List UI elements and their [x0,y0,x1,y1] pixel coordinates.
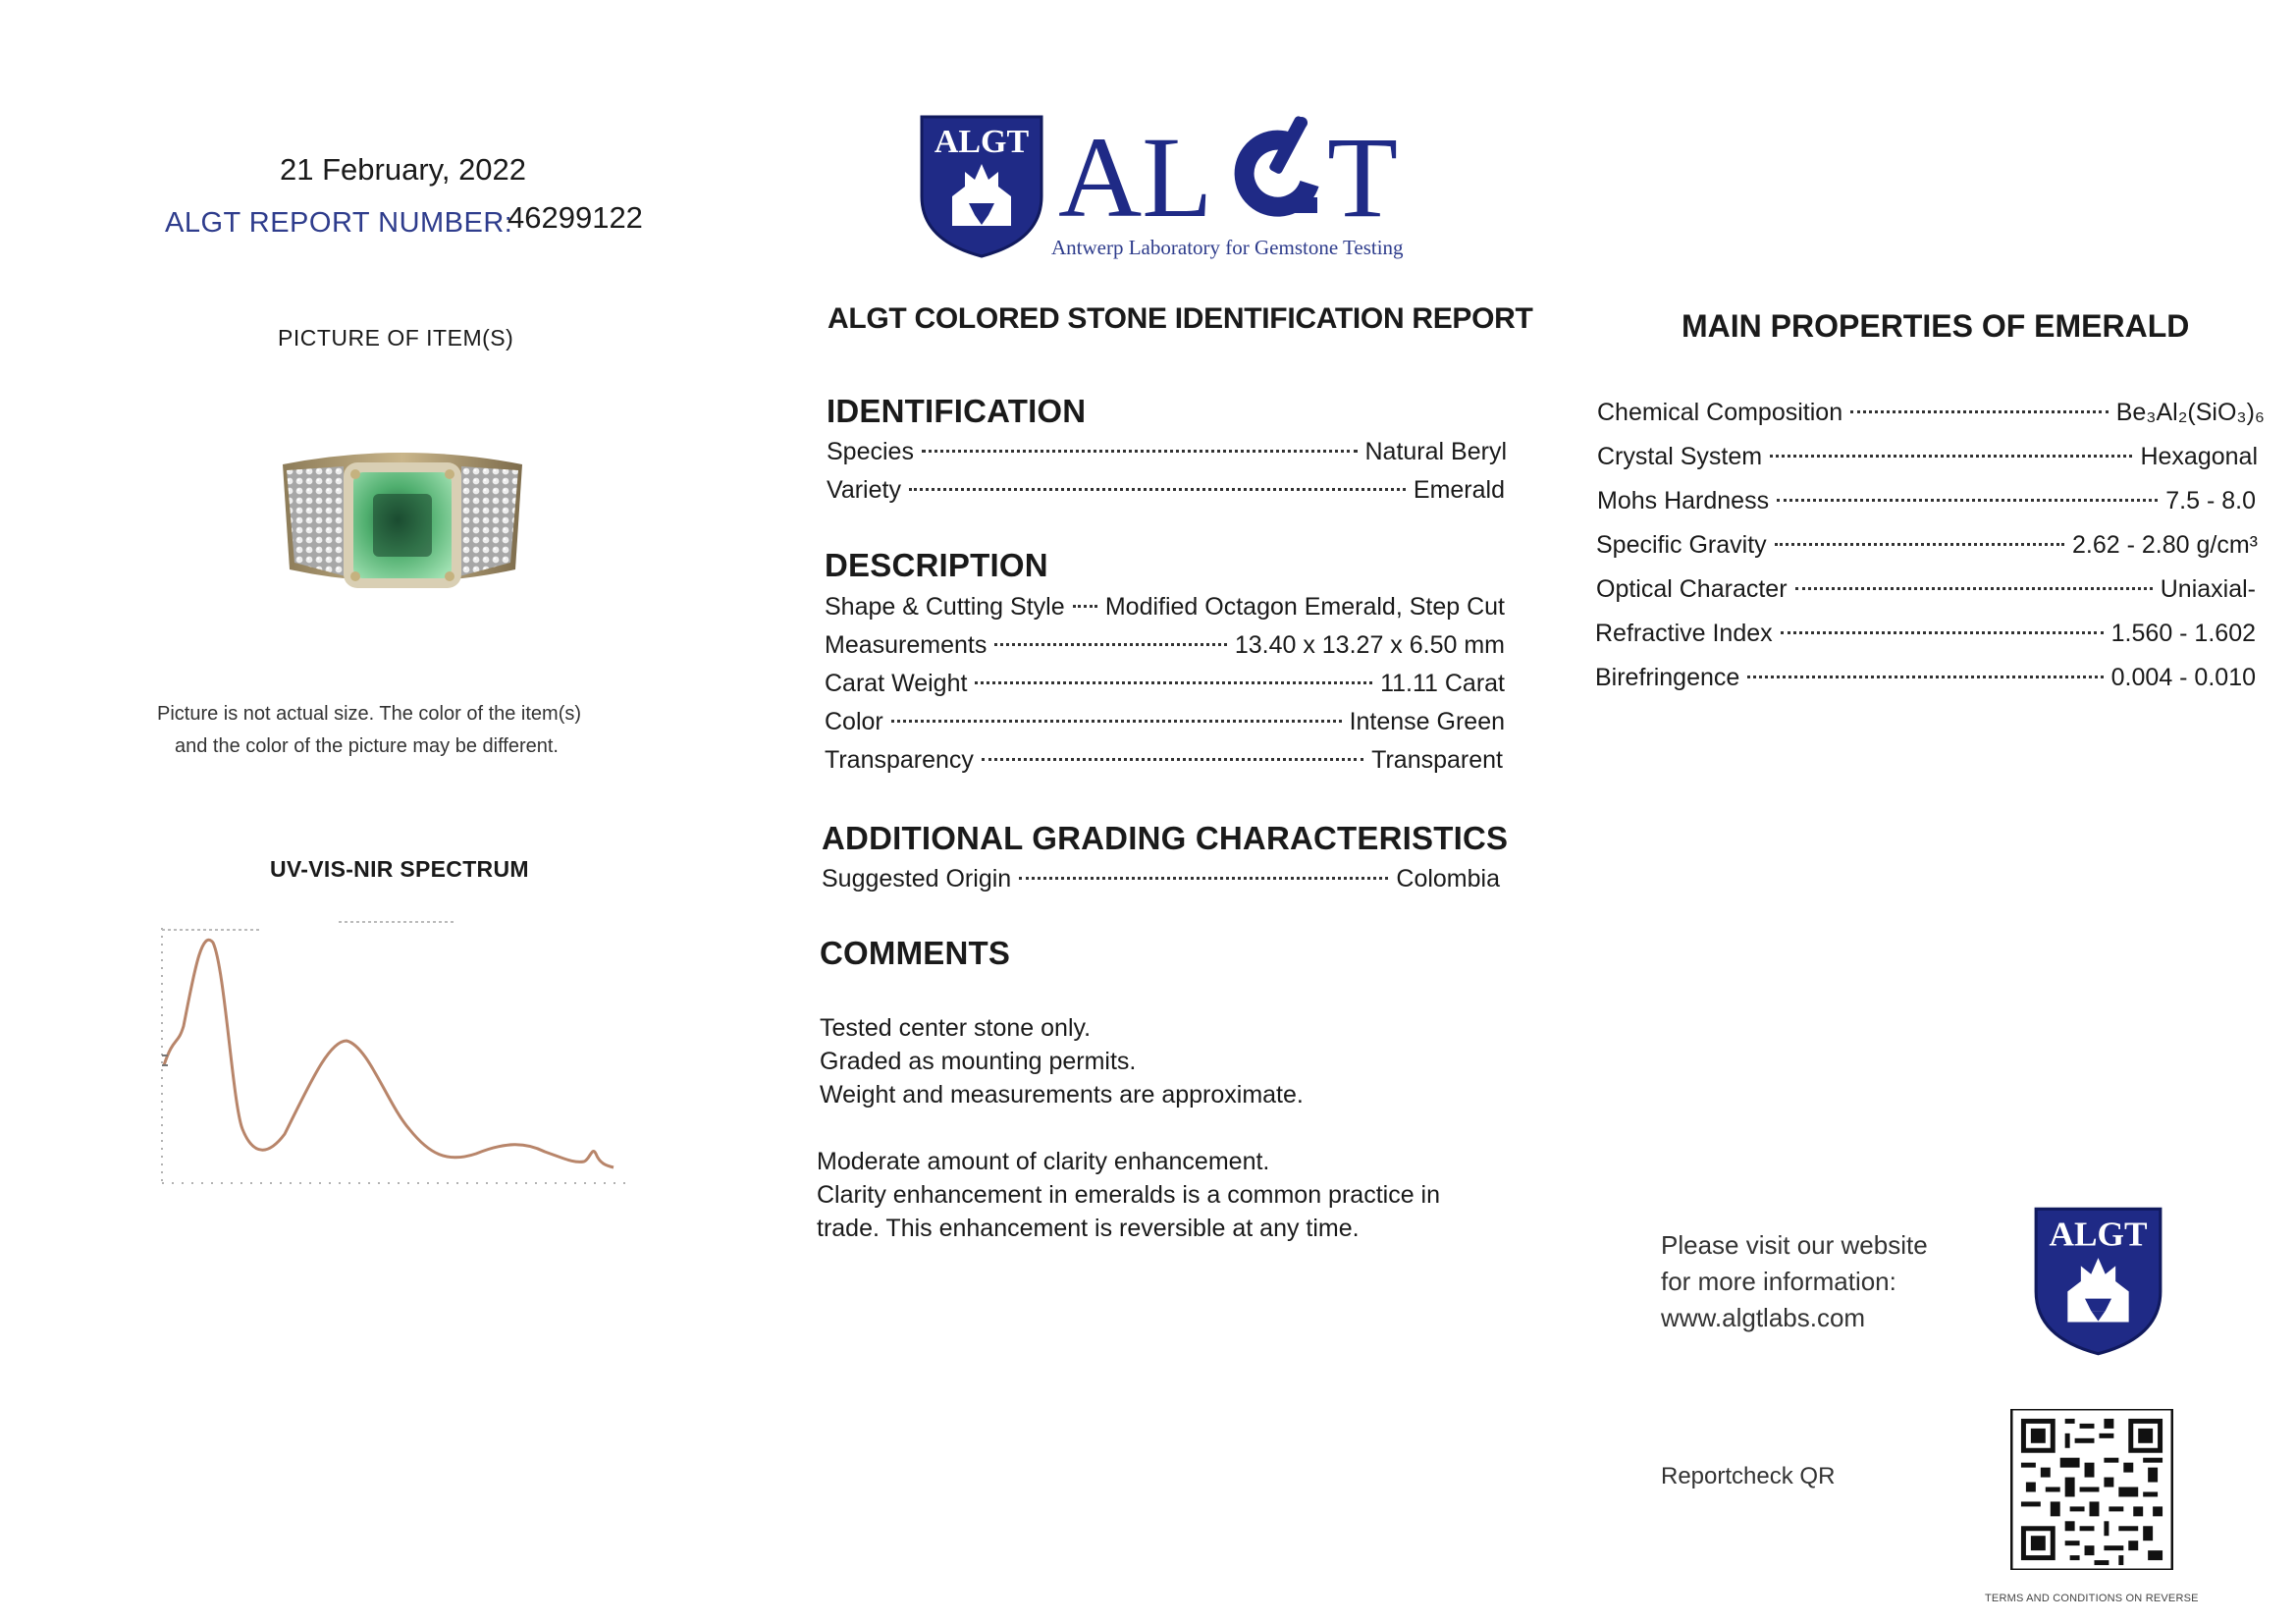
properties-row-composition [1597,399,2265,427]
row-label: Species [827,438,914,465]
spectrum-plot [152,918,643,1203]
row-label: Variety [827,476,901,504]
row-value: Natural Beryl [1364,438,1507,465]
row-value: Emerald [1413,476,1505,504]
qr-label: Reportcheck QR [1661,1463,1836,1489]
properties-row-birefringence [1595,664,2256,692]
row-value: 11.11 Carat [1380,670,1505,697]
row-label: Birefringence [1595,664,1740,691]
row-value: 13.40 x 13.27 x 6.50 mm [1234,631,1505,659]
comments-block-b [817,1145,1440,1245]
row-value: Hexagonal [2140,443,2258,470]
row-label: Chemical Composition [1597,399,1843,426]
picture-note-line-1: Picture is not actual size. The color of the item(s) [157,703,582,725]
row-label: Color [825,708,883,735]
row-value: Intense Green [1349,708,1505,735]
description-row-measurements [825,631,1505,660]
properties-row-crystal [1597,443,2258,471]
algt-shield-icon [918,113,1045,260]
spectrum-title: UV-VIS-NIR SPECTRUM [270,856,529,882]
description-row-shape [825,593,1505,622]
comment-line: Weight and measurements are approximate. [820,1081,1304,1109]
report-title: ALGT COLORED STONE IDENTIFICATION REPORT [828,302,1533,335]
logo-tagline: Antwerp Laboratory for Gemstone Testing [1051,236,1404,259]
picture-note-line-2: and the color of the picture may be different. [175,735,559,757]
visit-line-2: for more information: [1661,1267,1896,1296]
row-label: Optical Character [1596,575,1788,603]
additional-title: ADDITIONAL GRADING CHARACTERISTICS [822,820,1509,856]
row-value: 2.62 - 2.80 g/cm³ [2072,531,2258,559]
row-label: Transparency [825,746,974,774]
identification-row-variety [827,476,1505,505]
row-label: Mohs Hardness [1597,487,1770,514]
website-info [1661,1227,1928,1336]
row-label: Suggested Origin [822,865,1012,893]
qr-code-icon[interactable] [2010,1409,2173,1570]
comment-line: Clarity enhancement in emeralds is a common practice in [817,1181,1440,1209]
comments-block-a [820,1011,1304,1111]
comment-line: Tested center stone only. [820,1014,1092,1042]
identification-title: IDENTIFICATION [827,393,1087,429]
picture-title: PICTURE OF ITEM(S) [278,325,514,351]
description-row-color [825,708,1505,736]
row-value: 0.004 - 0.010 [2110,664,2256,691]
ring-photo [275,447,530,604]
terms-note: TERMS AND CONDITIONS ON REVERSE [1985,1593,2199,1604]
report-date: 21 February, 2022 [280,152,527,187]
row-label: Shape & Cutting Style [825,593,1065,621]
svg-text:ALGT: ALGT [934,124,1030,160]
visit-line-1: Please visit our website [1661,1230,1928,1260]
report-number-label: ALGT REPORT NUMBER: [165,207,513,239]
row-value: Transparent [1371,746,1503,774]
row-label: Carat Weight [825,670,968,697]
row-label: Crystal System [1597,443,1763,470]
row-label: Refractive Index [1595,620,1773,647]
properties-row-refractive [1595,620,2256,648]
properties-row-hardness [1597,487,2256,515]
website-link[interactable]: www.algtlabs.com [1661,1303,1866,1332]
row-value: Uniaxial- [2160,575,2256,603]
row-label: Specific Gravity [1596,531,1767,559]
comments-title: COMMENTS [820,935,1011,971]
comment-line: Moderate amount of clarity enhancement. [817,1148,1270,1175]
properties-row-optical [1596,575,2256,604]
row-value: Be₃Al₂(SiO₃)₆ [2115,399,2265,426]
svg-text:ALGT: ALGT [2049,1215,2148,1254]
row-value: 1.560 - 1.602 [2110,620,2256,647]
properties-title: MAIN PROPERTIES OF EMERALD [1682,308,2190,344]
algt-shield-icon-small [2032,1203,2164,1360]
description-row-carat [825,670,1505,698]
description-title: DESCRIPTION [825,547,1048,583]
comment-line: trade. This enhancement is reversible at any time. [817,1215,1360,1242]
row-label: Measurements [825,631,988,659]
description-row-transparency [825,746,1503,775]
properties-row-gravity [1596,531,2258,560]
row-value: Modified Octagon Emerald, Step Cut [1104,593,1505,621]
identification-row-species [827,438,1507,466]
report-number: 46299122 [507,200,643,235]
logo-wordmark-left: AL [1058,113,1213,242]
microscope-icon [1229,113,1327,239]
row-value: Colombia [1396,865,1500,893]
comment-line: Graded as mounting permits. [820,1048,1137,1075]
additional-row-origin [822,865,1500,893]
logo-wordmark-right: T [1327,113,1399,242]
row-value: 7.5 - 8.0 [2165,487,2256,514]
